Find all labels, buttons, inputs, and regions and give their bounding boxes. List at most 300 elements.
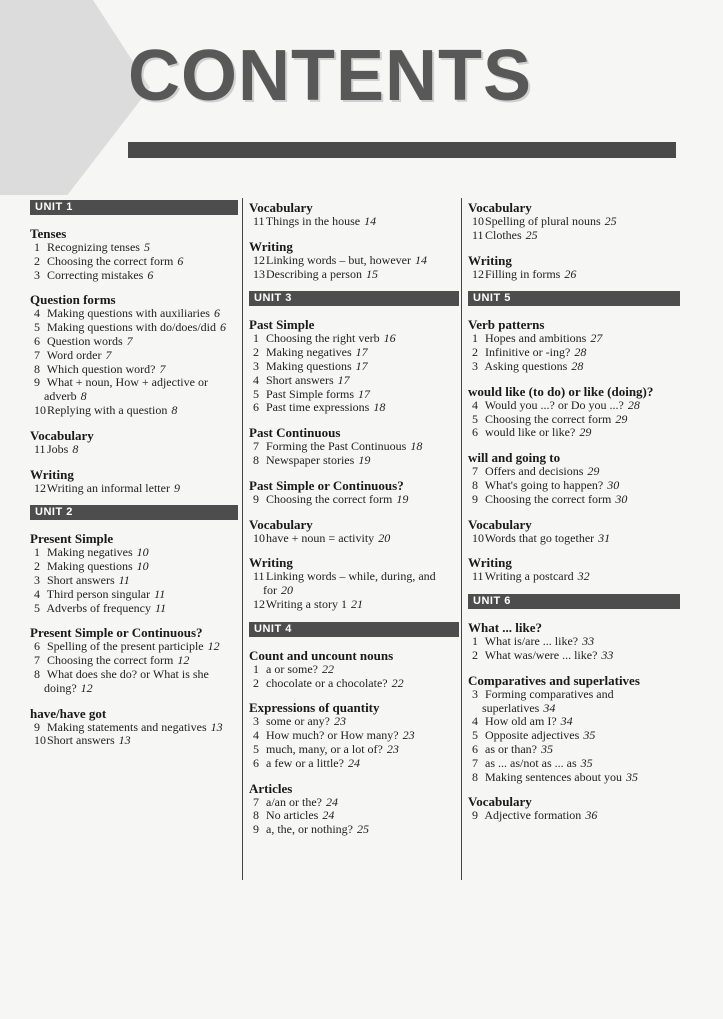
item-title: Which question word? bbox=[46, 361, 156, 376]
item-number: 5 bbox=[34, 320, 40, 335]
page-title: CONTENTS bbox=[128, 36, 532, 116]
item-page-number: 33 bbox=[601, 647, 614, 662]
item-title: some or any? bbox=[266, 714, 330, 729]
item-page-number: 22 bbox=[321, 661, 334, 676]
item-page-number: 20 bbox=[281, 583, 293, 598]
item-page-number: 14 bbox=[414, 252, 427, 267]
unit-header: UNIT 6 bbox=[468, 594, 680, 609]
item-title: Choosing the correct form bbox=[485, 491, 612, 506]
item-page-number: 17 bbox=[355, 358, 368, 373]
item-title: Word order bbox=[46, 347, 102, 362]
contents-item bbox=[468, 649, 680, 663]
item-number: 5 bbox=[253, 386, 259, 401]
item-title: Choosing the correct form bbox=[47, 653, 174, 668]
item-number: 4 bbox=[34, 586, 40, 601]
item-title: Things in the house bbox=[265, 214, 361, 228]
contents-item bbox=[249, 796, 459, 810]
unit-header: UNIT 2 bbox=[30, 505, 238, 520]
item-page-number: 10 bbox=[136, 559, 149, 574]
item-number: 3 bbox=[34, 267, 40, 282]
item-number: 10 bbox=[253, 530, 265, 545]
contents-item bbox=[468, 809, 680, 823]
contents-item bbox=[30, 255, 238, 269]
contents-item bbox=[468, 532, 680, 546]
item-number: 10 bbox=[34, 402, 46, 417]
item-number: 6 bbox=[34, 639, 40, 654]
item-number: 4 bbox=[472, 714, 478, 729]
contents-item bbox=[468, 771, 680, 785]
item-title: Making sentences about you bbox=[485, 769, 622, 784]
item-title: No articles bbox=[266, 808, 319, 823]
contents-column-1 bbox=[30, 200, 238, 748]
item-page-number: 17 bbox=[355, 345, 368, 360]
item-page-number: 21 bbox=[350, 596, 363, 611]
item-page-number: 35 bbox=[625, 769, 638, 784]
item-number: 6 bbox=[253, 400, 259, 415]
contents-item bbox=[249, 268, 459, 282]
item-page-number: 11 bbox=[118, 572, 130, 587]
item-page-number: 8 bbox=[80, 389, 87, 404]
item-page-number: 11 bbox=[154, 600, 167, 615]
contents-item bbox=[30, 721, 238, 735]
item-title: Spelling of plural nouns bbox=[485, 214, 601, 228]
item-title: Making questions bbox=[266, 358, 352, 373]
item-number: 3 bbox=[472, 686, 478, 701]
contents-item bbox=[468, 465, 680, 479]
contents-item bbox=[468, 729, 680, 743]
item-number: 11 bbox=[472, 227, 484, 242]
item-page-number: 29 bbox=[615, 411, 628, 426]
unit-header: UNIT 3 bbox=[249, 291, 459, 306]
item-page-number: 5 bbox=[143, 240, 150, 254]
contents-item bbox=[249, 823, 459, 837]
contents-item bbox=[30, 307, 238, 321]
unit-header: UNIT 4 bbox=[249, 622, 459, 637]
section-heading: Vocabulary bbox=[468, 794, 532, 810]
item-page-number: 29 bbox=[579, 425, 592, 440]
item-title: Opposite adjectives bbox=[485, 728, 580, 743]
contents-item bbox=[468, 757, 680, 771]
item-number: 8 bbox=[34, 361, 40, 376]
section-heading: would like (to do) or like (doing)? bbox=[468, 383, 654, 399]
item-page-number: 25 bbox=[604, 214, 617, 228]
item-page-number: 33 bbox=[582, 634, 595, 649]
item-page-number: 6 bbox=[220, 320, 226, 335]
item-page-number: 7 bbox=[105, 347, 112, 362]
item-title: Question words bbox=[47, 333, 123, 348]
item-page-number: 12 bbox=[207, 639, 220, 654]
contents-item bbox=[30, 546, 238, 560]
contents-item bbox=[30, 560, 238, 574]
item-title: Writing a postcard bbox=[484, 569, 574, 584]
item-title: chocolate or a chocolate? bbox=[266, 675, 388, 690]
item-number: 12 bbox=[253, 252, 265, 267]
item-number: 2 bbox=[253, 345, 259, 360]
section-heading: Count and uncount nouns bbox=[249, 647, 394, 663]
contents-item bbox=[468, 229, 680, 243]
title-underline-bar bbox=[128, 142, 676, 158]
item-number: 6 bbox=[472, 425, 478, 440]
item-title: Making negatives bbox=[266, 345, 352, 360]
item-title: as ... as/not as ... as bbox=[485, 755, 577, 770]
contents-item bbox=[249, 809, 459, 823]
item-number: 2 bbox=[472, 647, 478, 662]
item-page-number: 35 bbox=[540, 741, 553, 756]
item-page-number: 36 bbox=[585, 808, 598, 823]
contents-item bbox=[249, 332, 459, 346]
item-title: Hopes and ambitions bbox=[485, 331, 587, 346]
item-title: Forming comparatives and superlatives bbox=[482, 686, 614, 715]
item-page-number: 15 bbox=[365, 266, 378, 281]
item-title: Replying with a question bbox=[47, 402, 168, 417]
item-page-number: 17 bbox=[337, 372, 350, 387]
contents-item bbox=[249, 388, 459, 402]
contents-item bbox=[249, 743, 459, 757]
contents-item bbox=[249, 532, 459, 546]
contents-item bbox=[468, 426, 680, 440]
item-page-number: 27 bbox=[590, 331, 603, 346]
item-number: 1 bbox=[472, 634, 478, 649]
item-title: Making questions with do/does/did bbox=[47, 320, 216, 335]
item-title: a or some? bbox=[266, 661, 318, 676]
contents-item bbox=[30, 734, 238, 748]
section-heading: Present Simple or Continuous? bbox=[30, 625, 203, 641]
item-page-number: 25 bbox=[356, 822, 369, 837]
item-number: 1 bbox=[253, 331, 259, 346]
contents-item bbox=[468, 743, 680, 757]
item-title: Short answers bbox=[266, 372, 334, 387]
item-title: Past Simple forms bbox=[266, 386, 355, 401]
item-title: Forming the Past Continuous bbox=[266, 439, 407, 454]
section-heading: What ... like? bbox=[468, 620, 543, 636]
item-title: Choosing the correct form bbox=[485, 411, 612, 426]
item-title: What was/were ... like? bbox=[484, 647, 598, 662]
section-heading: Present Simple bbox=[30, 531, 114, 547]
contents-item bbox=[468, 413, 680, 427]
item-page-number: 24 bbox=[347, 755, 360, 770]
item-title: Making statements and negatives bbox=[47, 719, 207, 734]
contents-item bbox=[468, 332, 680, 346]
item-number: 7 bbox=[472, 464, 478, 479]
item-page-number: 25 bbox=[525, 227, 538, 242]
column-divider bbox=[461, 198, 462, 880]
item-page-number: 19 bbox=[358, 452, 371, 467]
item-page-number: 23 bbox=[333, 714, 346, 729]
contents-item bbox=[468, 715, 680, 729]
contents-item bbox=[468, 688, 680, 716]
item-title: Writing an informal letter bbox=[46, 480, 170, 495]
section-heading: Past Simple bbox=[249, 317, 315, 333]
item-number: 12 bbox=[34, 480, 46, 495]
contents-item bbox=[30, 602, 238, 616]
item-page-number: 34 bbox=[560, 714, 573, 729]
section-heading: will and going to bbox=[468, 450, 561, 466]
item-number: 2 bbox=[34, 559, 40, 574]
contents-item bbox=[468, 268, 680, 282]
item-title: What is/are ... like? bbox=[484, 634, 579, 649]
contents-item bbox=[30, 443, 238, 457]
item-number: 2 bbox=[34, 253, 40, 268]
section-heading: Past Continuous bbox=[249, 425, 341, 441]
item-title: Jobs bbox=[47, 441, 69, 456]
item-number: 3 bbox=[34, 572, 40, 587]
item-page-number: 13 bbox=[210, 719, 223, 734]
item-title: What does she do? or What is she doing? bbox=[44, 666, 209, 695]
contents-item bbox=[249, 663, 459, 677]
contents-item bbox=[468, 215, 680, 229]
item-title: Adverbs of frequency bbox=[46, 600, 151, 615]
section-heading: Past Simple or Continuous? bbox=[249, 477, 404, 493]
item-number: 8 bbox=[472, 769, 478, 784]
item-title: Third person singular bbox=[46, 586, 151, 601]
item-title: Adjective formation bbox=[484, 808, 582, 823]
item-number: 11 bbox=[253, 569, 265, 584]
contents-item bbox=[249, 346, 459, 360]
item-number: 13 bbox=[253, 266, 265, 281]
section-heading: Articles bbox=[249, 780, 293, 796]
item-page-number: 6 bbox=[147, 267, 154, 282]
item-number: 11 bbox=[34, 441, 46, 456]
item-page-number: 13 bbox=[118, 733, 131, 748]
section-heading: Vocabulary bbox=[249, 516, 313, 532]
contents-item bbox=[468, 399, 680, 413]
item-number: 9 bbox=[34, 375, 40, 390]
item-title: Spelling of the present participle bbox=[47, 639, 204, 654]
item-title: How old am I? bbox=[485, 714, 557, 729]
contents-item bbox=[249, 215, 459, 229]
item-page-number: 19 bbox=[396, 491, 409, 506]
item-title: Past time expressions bbox=[266, 400, 370, 415]
item-title: a/an or the? bbox=[266, 794, 322, 809]
item-title: What's going to happen? bbox=[484, 477, 604, 492]
item-number: 8 bbox=[253, 808, 259, 823]
item-title: Short answers bbox=[47, 572, 115, 587]
item-page-number: 26 bbox=[564, 266, 577, 281]
item-title: What + noun, How + adjective or adverb bbox=[44, 375, 208, 404]
item-page-number: 6 bbox=[177, 253, 184, 268]
item-title: much, many, or a lot of? bbox=[266, 741, 383, 756]
contents-item bbox=[249, 757, 459, 771]
item-page-number: 12 bbox=[80, 680, 93, 695]
item-title: Infinitive or -ing? bbox=[485, 345, 571, 360]
contents-item bbox=[468, 570, 680, 584]
item-number: 12 bbox=[253, 596, 265, 611]
contents-item bbox=[30, 404, 238, 418]
item-number: 7 bbox=[253, 439, 259, 454]
item-title: Describing a person bbox=[266, 266, 362, 281]
item-number: 10 bbox=[472, 530, 484, 545]
section-heading: Vocabulary bbox=[468, 200, 532, 215]
item-title: Short answers bbox=[47, 733, 115, 748]
item-title: Would you ...? or Do you ...? bbox=[484, 397, 624, 412]
item-page-number: 32 bbox=[577, 569, 590, 584]
item-page-number: 24 bbox=[322, 808, 335, 823]
item-page-number: 18 bbox=[410, 439, 423, 454]
section-heading: Vocabulary bbox=[30, 427, 94, 443]
item-page-number: 28 bbox=[571, 358, 584, 373]
item-number: 7 bbox=[253, 794, 259, 809]
item-page-number: 31 bbox=[598, 530, 611, 545]
item-number: 6 bbox=[34, 333, 40, 348]
contents-item bbox=[30, 241, 238, 255]
item-title: Asking questions bbox=[484, 358, 568, 373]
item-number: 5 bbox=[34, 600, 40, 615]
item-page-number: 7 bbox=[126, 333, 133, 348]
item-number: 7 bbox=[472, 755, 478, 770]
section-heading: Expressions of quantity bbox=[249, 700, 380, 716]
item-number: 2 bbox=[472, 345, 478, 360]
item-number: 6 bbox=[472, 741, 478, 756]
item-title: a few or a little? bbox=[266, 755, 344, 770]
item-number: 8 bbox=[253, 452, 259, 467]
item-number: 9 bbox=[253, 491, 259, 506]
item-page-number: 6 bbox=[213, 306, 220, 321]
item-title: Recognizing tenses bbox=[47, 240, 140, 254]
contents-item bbox=[249, 254, 459, 268]
section-heading: Writing bbox=[468, 252, 512, 268]
item-title: Writing a story 1 bbox=[265, 596, 347, 611]
item-page-number: 29 bbox=[587, 464, 600, 479]
item-number: 6 bbox=[253, 755, 259, 770]
item-page-number: 30 bbox=[615, 491, 628, 506]
contents-item bbox=[30, 269, 238, 283]
section-heading: Comparatives and superlatives bbox=[468, 672, 640, 688]
contents-item bbox=[30, 574, 238, 588]
section-heading: Vocabulary bbox=[468, 516, 532, 532]
item-title: Words that go together bbox=[484, 530, 595, 545]
item-title: Choosing the right verb bbox=[266, 331, 380, 346]
contents-item bbox=[30, 363, 238, 377]
item-page-number: 12 bbox=[177, 653, 190, 668]
item-title: a, the, or nothing? bbox=[266, 822, 353, 837]
item-title: Choosing the correct form bbox=[266, 491, 393, 506]
section-heading: Question forms bbox=[30, 292, 116, 308]
item-page-number: 28 bbox=[574, 345, 587, 360]
contents-item bbox=[468, 479, 680, 493]
contents-item bbox=[468, 493, 680, 507]
item-number: 10 bbox=[472, 214, 484, 228]
item-page-number: 8 bbox=[171, 402, 178, 417]
item-number: 11 bbox=[472, 569, 484, 584]
item-title: Making questions with auxiliaries bbox=[47, 306, 210, 321]
contents-column-2 bbox=[249, 200, 459, 837]
item-title: would like or like? bbox=[485, 425, 576, 440]
item-number: 7 bbox=[34, 347, 40, 362]
item-page-number: 16 bbox=[383, 331, 396, 346]
item-title: Making negatives bbox=[47, 545, 133, 560]
unit-header: UNIT 1 bbox=[30, 200, 238, 215]
item-title: Choosing the correct form bbox=[47, 253, 174, 268]
contents-item bbox=[249, 715, 459, 729]
contents-item bbox=[249, 440, 459, 454]
item-page-number: 14 bbox=[364, 214, 377, 228]
item-number: 1 bbox=[34, 545, 40, 560]
item-title: have + noun = activity bbox=[266, 530, 375, 545]
unit-header: UNIT 5 bbox=[468, 291, 680, 306]
item-page-number: 17 bbox=[358, 386, 371, 401]
item-number: 2 bbox=[253, 675, 259, 690]
item-page-number: 7 bbox=[159, 361, 166, 376]
item-title: Making questions bbox=[47, 559, 133, 574]
contents-item bbox=[249, 401, 459, 415]
item-page-number: 10 bbox=[136, 545, 149, 560]
item-number: 9 bbox=[253, 822, 259, 837]
item-title: Linking words – but, however bbox=[266, 252, 411, 267]
contents-item bbox=[30, 349, 238, 363]
item-title: How much? or How many? bbox=[266, 728, 399, 743]
contents-item bbox=[249, 729, 459, 743]
section-heading: Writing bbox=[249, 238, 293, 254]
item-page-number: 11 bbox=[154, 586, 166, 601]
item-number: 8 bbox=[472, 477, 478, 492]
contents-column-3 bbox=[468, 200, 680, 823]
item-title: Newspaper stories bbox=[266, 452, 355, 467]
item-page-number: 35 bbox=[580, 755, 593, 770]
item-title: Filling in forms bbox=[485, 266, 561, 281]
item-number: 1 bbox=[34, 240, 40, 254]
item-number: 9 bbox=[472, 491, 478, 506]
contents-item bbox=[249, 598, 459, 612]
item-number: 3 bbox=[253, 714, 259, 729]
item-page-number: 8 bbox=[72, 441, 79, 456]
contents-item bbox=[468, 360, 680, 374]
item-number: 5 bbox=[472, 411, 478, 426]
item-title: Correcting mistakes bbox=[47, 267, 144, 282]
item-number: 5 bbox=[472, 728, 478, 743]
item-number: 8 bbox=[34, 666, 40, 681]
item-number: 3 bbox=[253, 358, 259, 373]
item-number: 10 bbox=[34, 733, 46, 748]
item-number: 1 bbox=[472, 331, 478, 346]
item-number: 3 bbox=[472, 358, 478, 373]
item-number: 12 bbox=[472, 266, 484, 281]
contents-item bbox=[30, 640, 238, 654]
section-heading: Writing bbox=[249, 555, 293, 571]
contents-item bbox=[468, 635, 680, 649]
item-page-number: 22 bbox=[391, 675, 404, 690]
contents-item bbox=[30, 321, 238, 335]
item-title: Offers and decisions bbox=[485, 464, 584, 479]
contents-item bbox=[468, 346, 680, 360]
item-number: 11 bbox=[253, 214, 265, 228]
item-number: 4 bbox=[253, 728, 259, 743]
contents-item bbox=[30, 668, 238, 696]
item-number: 4 bbox=[253, 372, 259, 387]
item-number: 9 bbox=[34, 719, 40, 734]
item-page-number: 23 bbox=[386, 741, 399, 756]
item-page-number: 35 bbox=[583, 728, 596, 743]
item-number: 4 bbox=[34, 306, 40, 321]
contents-item bbox=[249, 493, 459, 507]
contents-item bbox=[249, 374, 459, 388]
contents-item bbox=[30, 588, 238, 602]
item-page-number: 18 bbox=[373, 400, 386, 415]
contents-item bbox=[249, 570, 459, 598]
contents-item bbox=[249, 677, 459, 691]
contents-item bbox=[30, 376, 238, 404]
section-heading: Verb patterns bbox=[468, 317, 545, 333]
item-number: 1 bbox=[253, 661, 259, 676]
item-page-number: 34 bbox=[543, 700, 556, 715]
contents-item bbox=[249, 360, 459, 374]
section-heading: Writing bbox=[468, 555, 512, 571]
item-title: Linking words – while, during, and for bbox=[263, 569, 436, 598]
item-number: 7 bbox=[34, 653, 40, 668]
section-heading: Writing bbox=[30, 466, 74, 482]
column-divider bbox=[242, 198, 243, 880]
contents-item bbox=[30, 654, 238, 668]
contents-item bbox=[30, 482, 238, 496]
